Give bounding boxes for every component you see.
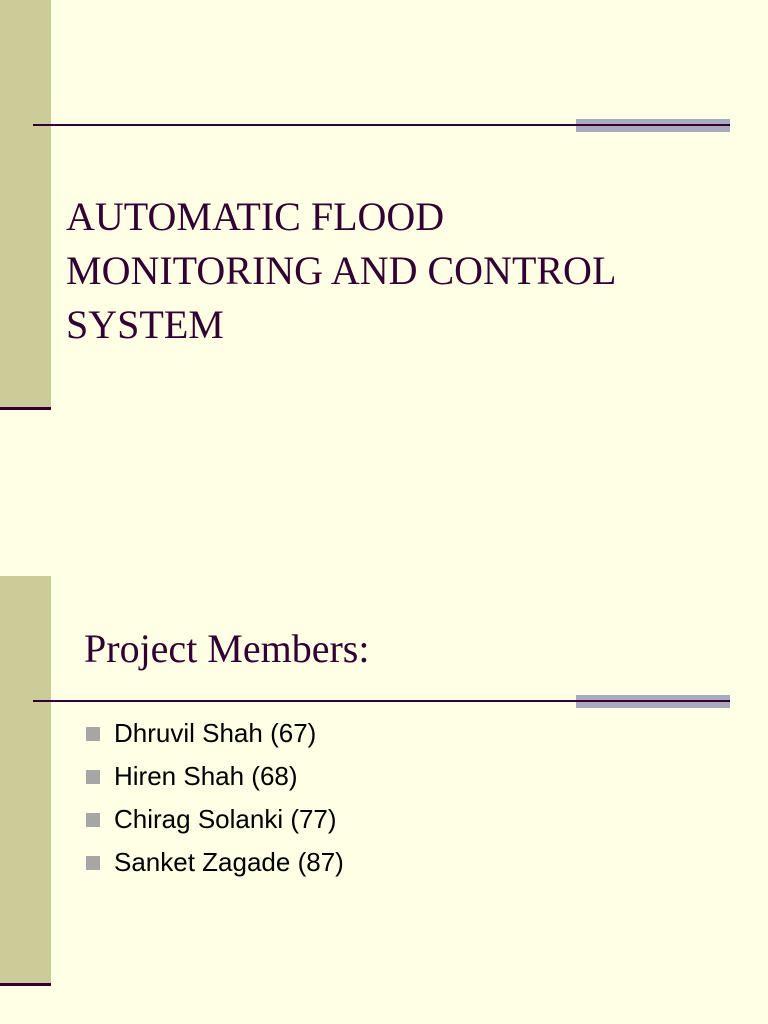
title-line-2: MONITORING AND CONTROL bbox=[66, 248, 617, 293]
square-bullet-icon bbox=[86, 727, 100, 741]
member-list bbox=[86, 712, 344, 884]
list-item bbox=[86, 798, 344, 841]
members-heading: Project Members: bbox=[84, 626, 370, 671]
side-bar-decoration bbox=[0, 576, 51, 984]
side-accent-line bbox=[0, 407, 51, 410]
member-name: Hiren Shah (68) bbox=[114, 761, 298, 791]
side-accent-line bbox=[0, 983, 51, 986]
heading-rule-accent-bar bbox=[576, 695, 730, 709]
list-item bbox=[86, 712, 344, 755]
title-line-1: AUTOMATIC FLOOD bbox=[66, 194, 445, 239]
title-rule-accent-bar bbox=[576, 119, 730, 133]
list-item bbox=[86, 755, 344, 798]
list-item bbox=[86, 841, 344, 884]
square-bullet-icon bbox=[86, 813, 100, 827]
square-bullet-icon bbox=[86, 770, 100, 784]
members-slide bbox=[0, 512, 768, 1024]
member-name: Sanket Zagade (87) bbox=[114, 847, 344, 877]
title-line-3: SYSTEM bbox=[66, 302, 224, 347]
slide-title bbox=[66, 190, 726, 352]
square-bullet-icon bbox=[86, 856, 100, 870]
side-bar-decoration bbox=[0, 0, 51, 408]
member-name: Chirag Solanki (77) bbox=[114, 804, 337, 834]
member-name: Dhruvil Shah (67) bbox=[114, 718, 317, 748]
